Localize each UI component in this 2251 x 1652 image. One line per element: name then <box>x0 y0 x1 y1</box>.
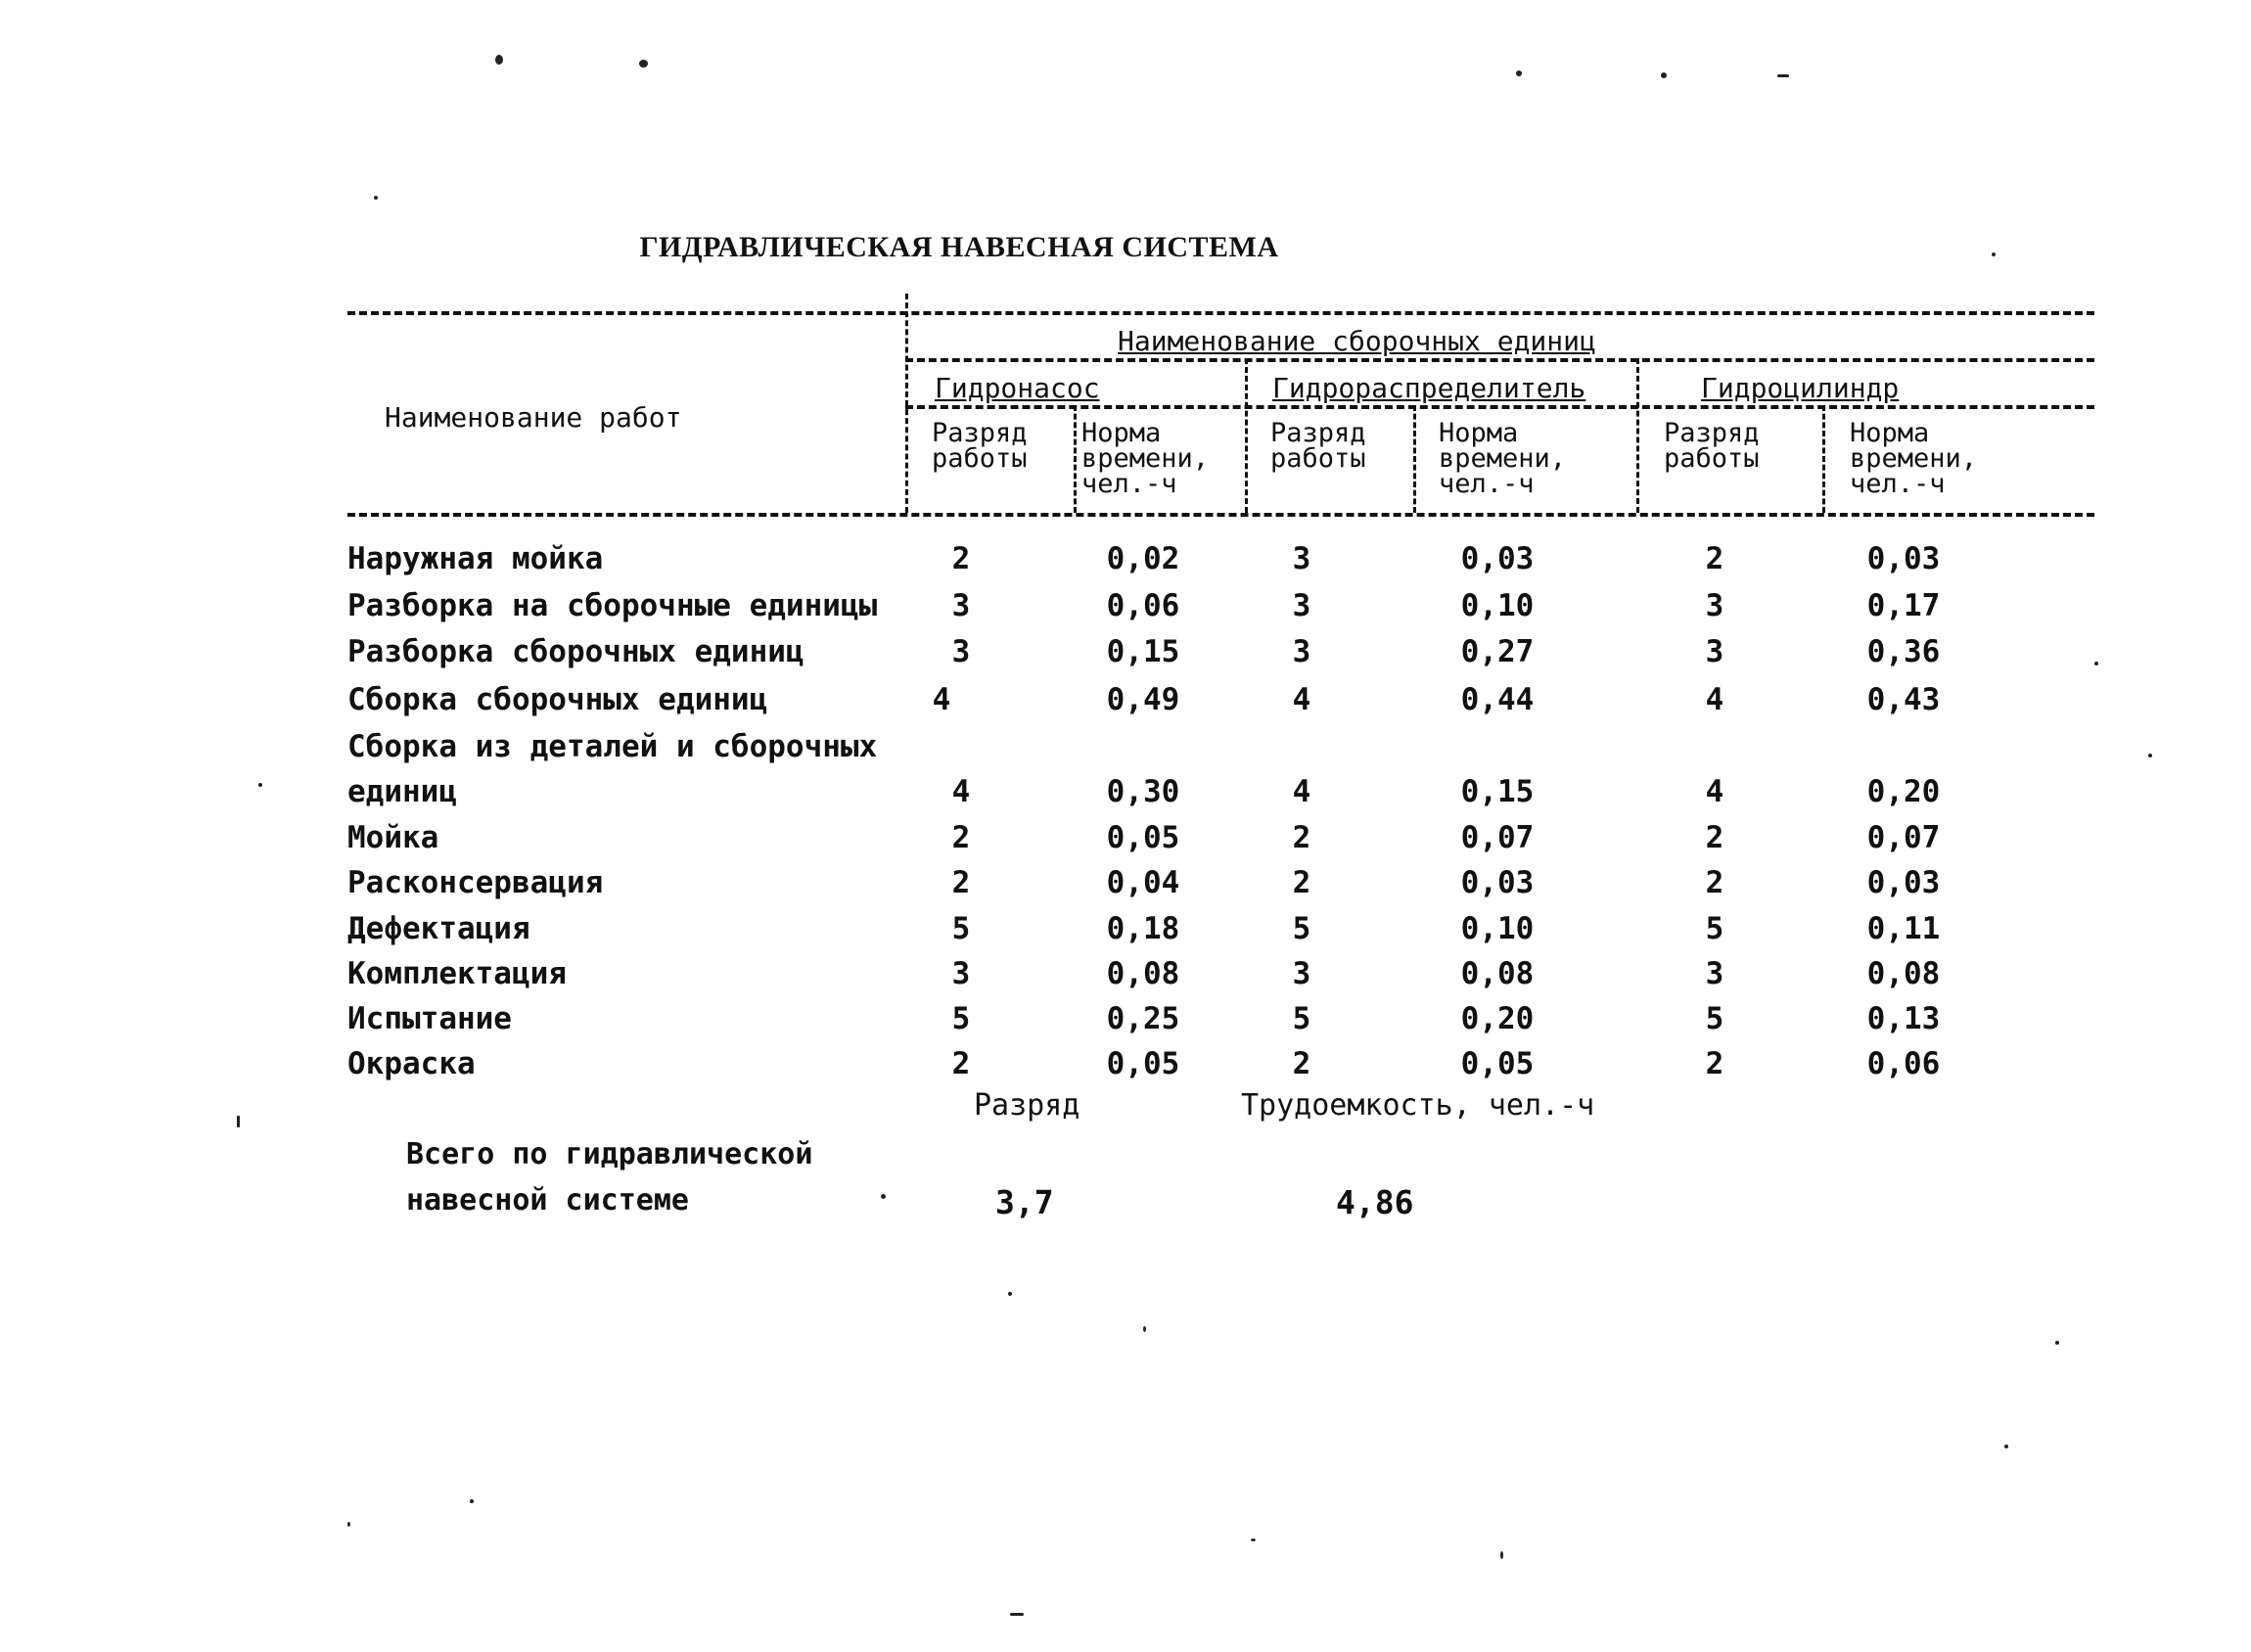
unit-name-cylinder: Гидроцилиндр <box>1701 372 1900 404</box>
table-row-name: Сборка из деталей и сборочных <box>347 729 878 764</box>
table-cell: 0,13 <box>1866 1001 1941 1036</box>
totals-labor-label: Трудоемкость, чел.-ч <box>1241 1088 1595 1123</box>
scan-speck <box>1251 1538 1256 1541</box>
table-cell: 2 <box>951 865 971 900</box>
table-cell: 0,03 <box>1460 865 1535 900</box>
scan-speck <box>1010 1613 1024 1616</box>
table-cell: 0,30 <box>1106 774 1180 809</box>
totals-grade-label: Разряд <box>974 1088 1080 1123</box>
divider-unit2-inner <box>1413 405 1416 513</box>
table-cell: 5 <box>951 911 971 946</box>
norm-header-cylinder: Норма времени, чел.-ч <box>1850 418 1978 499</box>
scan-speck <box>470 1499 474 1503</box>
grade-header-distributor: Разряд работы <box>1270 418 1366 474</box>
header-bottom-rule <box>347 513 2094 517</box>
table-cell: 0,10 <box>1460 588 1535 623</box>
table-cell: 0,18 <box>1106 911 1180 946</box>
table-cell: 0,05 <box>1460 1046 1535 1081</box>
table-cell: 2 <box>1705 541 1724 576</box>
table-cell: 0,06 <box>1866 1046 1941 1081</box>
scan-speck <box>237 1116 240 1127</box>
scan-speck <box>881 1194 886 1199</box>
norm-header-distributor: Норма времени, чел.-ч <box>1439 418 1567 499</box>
table-cell: 3 <box>1292 541 1311 576</box>
table-cell: 2 <box>1292 820 1311 855</box>
table-cell: 5 <box>1705 911 1724 946</box>
table-cell: 5 <box>1705 1001 1724 1036</box>
scan-speck <box>1992 252 1996 256</box>
table-cell: 5 <box>1292 911 1311 946</box>
table-cell: 2 <box>1705 820 1724 855</box>
table-cell: 0,08 <box>1106 956 1180 991</box>
table-cell: 2 <box>1292 865 1311 900</box>
table-cell: 0,10 <box>1460 911 1535 946</box>
table-cell: 3 <box>1705 588 1724 623</box>
table-cell: 0,08 <box>1866 956 1941 991</box>
table-cell: 2 <box>1705 865 1724 900</box>
totals-line2: навесной системе <box>406 1183 689 1217</box>
table-cell: 0,11 <box>1866 911 1941 946</box>
table-cell: 4 <box>1292 682 1311 717</box>
scan-speck <box>495 55 503 65</box>
table-row-name: Разборка на сборочные единицы <box>347 588 878 623</box>
table-top-rule <box>347 311 2094 315</box>
table-row-name: Сборка сборочных единиц <box>347 682 768 717</box>
table-cell: 3 <box>951 588 971 623</box>
scan-speck <box>2055 1341 2059 1345</box>
assembly-units-header: Наименование сборочных единиц <box>1118 325 1596 357</box>
page-title: ГИДРАВЛИЧЕСКАЯ НАВЕСНАЯ СИСТЕМА <box>639 231 1279 263</box>
scan-speck <box>1008 1292 1012 1296</box>
divider-unit1-inner <box>1074 405 1077 513</box>
table-cell: 3 <box>951 956 971 991</box>
table-cell: 3 <box>1705 956 1724 991</box>
table-row-name: Окраска <box>347 1046 476 1081</box>
table-cell: 0,36 <box>1866 634 1941 669</box>
table-cell: 3 <box>951 634 971 669</box>
norm-header-pump: Норма времени, чел.-ч <box>1081 418 1210 499</box>
table-cell: 0,43 <box>1866 682 1941 717</box>
table-cell: 3 <box>1292 634 1311 669</box>
scan-speck <box>2004 1445 2008 1448</box>
table-cell: 4 <box>1705 682 1724 717</box>
units-rule <box>905 358 2094 362</box>
scan-speck <box>639 60 648 68</box>
table-cell: 0,17 <box>1866 588 1941 623</box>
scan-speck <box>2094 662 2098 665</box>
table-cell: 2 <box>1705 1046 1724 1081</box>
grade-header-cylinder: Разряд работы <box>1664 418 1760 474</box>
works-column-header: Наименование работ <box>385 401 682 434</box>
totals-line1: Всего по гидравлической <box>406 1137 813 1171</box>
unit-name-pump: Гидронасос <box>935 372 1100 404</box>
totals-labor-value: 4,86 <box>1336 1183 1414 1221</box>
table-cell: 4 <box>932 682 951 717</box>
table-cell: 4 <box>1292 774 1311 809</box>
table-cell: 2 <box>951 820 971 855</box>
scan-speck <box>2148 754 2152 757</box>
table-cell: 0,03 <box>1866 541 1941 576</box>
scan-speck <box>1516 70 1522 76</box>
table-row-name-cont: единиц <box>347 774 457 809</box>
table-cell: 0,03 <box>1460 541 1535 576</box>
divider-works <box>905 294 908 513</box>
scan-speck <box>1661 72 1667 78</box>
table-cell: 0,44 <box>1460 682 1535 717</box>
table-row-name: Наружная мойка <box>347 541 604 576</box>
table-row-name: Дефектация <box>347 911 530 946</box>
scan-speck <box>374 196 378 200</box>
table-cell: 2 <box>951 1046 971 1081</box>
table-cell: 0,08 <box>1460 956 1535 991</box>
scan-speck <box>1143 1326 1146 1332</box>
table-cell: 3 <box>1292 588 1311 623</box>
table-cell: 5 <box>1292 1001 1311 1036</box>
table-row-name: Мойка <box>347 820 439 855</box>
unit-name-distributor: Гидрораспределитель <box>1272 372 1586 404</box>
scan-speck <box>1777 74 1789 77</box>
table-cell: 4 <box>951 774 971 809</box>
table-cell: 5 <box>951 1001 971 1036</box>
table-cell: 0,05 <box>1106 1046 1180 1081</box>
table-row-name: Разборка сборочных единиц <box>347 634 804 669</box>
table-cell: 2 <box>1292 1046 1311 1081</box>
totals-grade-value: 3,7 <box>995 1183 1054 1221</box>
subheader-rule <box>905 405 2094 409</box>
table-row-name: Испытание <box>347 1001 512 1036</box>
table-cell: 4 <box>1705 774 1724 809</box>
table-cell: 0,49 <box>1106 682 1180 717</box>
divider-unit1-2 <box>1245 358 1248 513</box>
table-cell: 0,27 <box>1460 634 1535 669</box>
table-cell: 0,04 <box>1106 865 1180 900</box>
scan-speck <box>347 1522 350 1527</box>
grade-header-pump: Разряд работы <box>932 418 1028 474</box>
scan-speck <box>1500 1551 1503 1559</box>
table-cell: 0,07 <box>1460 820 1535 855</box>
scan-speck <box>258 783 262 787</box>
table-cell: 2 <box>951 541 971 576</box>
divider-unit2-3 <box>1636 358 1639 513</box>
table-cell: 3 <box>1292 956 1311 991</box>
table-cell: 0,05 <box>1106 820 1180 855</box>
table-cell: 3 <box>1705 634 1724 669</box>
table-cell: 0,20 <box>1866 774 1941 809</box>
table-cell: 0,07 <box>1866 820 1941 855</box>
table-cell: 0,06 <box>1106 588 1180 623</box>
divider-unit3-inner <box>1822 405 1825 513</box>
table-cell: 0,03 <box>1866 865 1941 900</box>
table-row-name: Расконсервация <box>347 865 604 900</box>
table-row-name: Комплектация <box>347 956 567 991</box>
table-cell: 0,02 <box>1106 541 1180 576</box>
table-cell: 0,15 <box>1106 634 1180 669</box>
table-cell: 0,15 <box>1460 774 1535 809</box>
table-cell: 0,20 <box>1460 1001 1535 1036</box>
table-cell: 0,25 <box>1106 1001 1180 1036</box>
